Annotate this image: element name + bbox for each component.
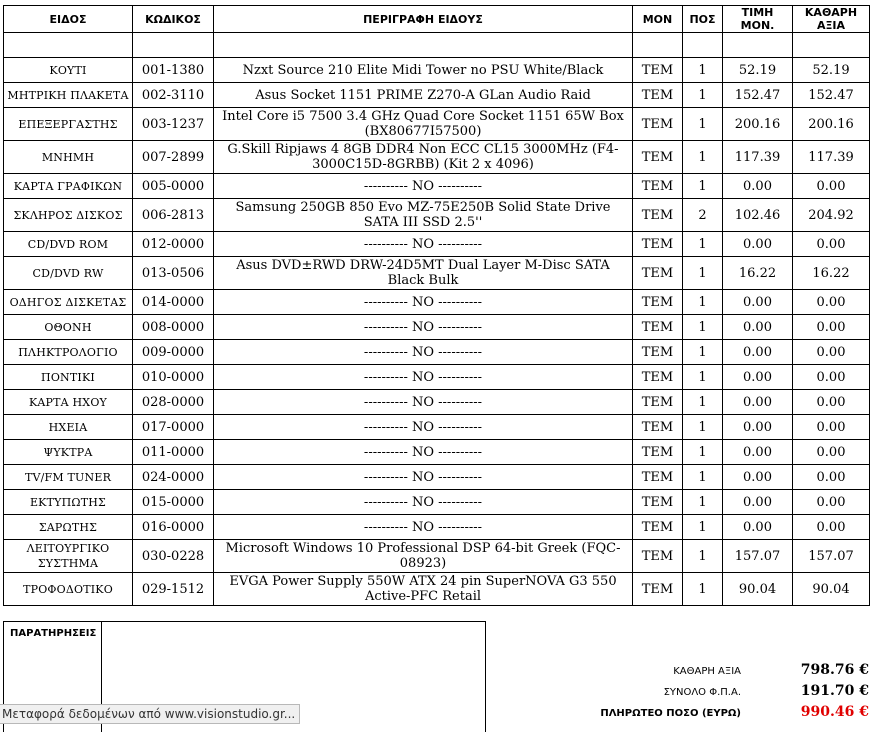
cell-unit: TEM — [633, 290, 683, 315]
table-row — [4, 83, 870, 108]
cell-description: ---------- NO ---------- — [214, 515, 633, 540]
table-row — [4, 290, 870, 315]
cell-unit-price: 0.00 — [723, 440, 793, 465]
cell-code: 029-1512 — [133, 573, 214, 606]
cell-qty: 1 — [683, 465, 723, 490]
cell-net-value: 0.00 — [793, 340, 870, 365]
cell-net-value: 0.00 — [793, 465, 870, 490]
cell-qty: 1 — [683, 365, 723, 390]
cell-qty: 1 — [683, 390, 723, 415]
table-row — [4, 390, 870, 415]
cell-code: 002-3110 — [133, 83, 214, 108]
cell-code: 016-0000 — [133, 515, 214, 540]
table-row — [4, 199, 870, 232]
cell-description: Intel Core i5 7500 3.4 GHz Quad Core Socket 1151 65W Box (BX80677I57500) — [214, 108, 633, 141]
cell-qty: 1 — [683, 540, 723, 573]
cell-category: ΕΠΕΞΕΡΓΑΣΤΗΣ — [4, 108, 133, 141]
cell-net-value: 0.00 — [793, 390, 870, 415]
table-row — [4, 540, 870, 573]
cell-code: 030-0228 — [133, 540, 214, 573]
cell-unit: TEM — [633, 340, 683, 365]
cell-unit: TEM — [633, 199, 683, 232]
cell-category: ΚΟΥΤΙ — [4, 58, 133, 83]
cell-category: ΜΗΤΡΙΚΗ ΠΛΑΚΕΤΑ — [4, 83, 133, 108]
cell-net-value: 0.00 — [793, 232, 870, 257]
table-row — [4, 257, 870, 290]
cell-description: ---------- NO ---------- — [214, 390, 633, 415]
cell-category: ΤΡΟΦΟΔΟΤΙΚΟ — [4, 573, 133, 606]
cell-qty: 2 — [683, 199, 723, 232]
cell-unit: TEM — [633, 365, 683, 390]
cell-description: ---------- NO ---------- — [214, 415, 633, 440]
table-row — [4, 440, 870, 465]
net-total-label: ΚΑΘΑΡΗ ΑΞΙΑ — [673, 666, 741, 677]
cell-net-value: 0.00 — [793, 315, 870, 340]
cell-code: 012-0000 — [133, 232, 214, 257]
payable-total-value: 990.46 € — [800, 704, 869, 720]
cell-unit-price: 0.00 — [723, 490, 793, 515]
cell-unit-price: 102.46 — [723, 199, 793, 232]
cell-category: ΚΑΡΤΑ ΓΡΑΦΙΚΩΝ — [4, 174, 133, 199]
cell-category: ΗΧΕΙΑ — [4, 415, 133, 440]
totals-panel — [489, 662, 869, 725]
cell-unit: TEM — [633, 257, 683, 290]
cell-code: 005-0000 — [133, 174, 214, 199]
cell-net-value: 90.04 — [793, 573, 870, 606]
cell-net-value: 0.00 — [793, 440, 870, 465]
cell-category: ΠΛΗΚΤΡΟΛΟΓΙΟ — [4, 340, 133, 365]
vat-total-label: ΣΥΝΟΛΟ Φ.Π.Α. — [663, 687, 741, 698]
cell-qty: 1 — [683, 340, 723, 365]
cell-code: 015-0000 — [133, 490, 214, 515]
table-row — [4, 415, 870, 440]
cell-unit-price: 0.00 — [723, 515, 793, 540]
cell-unit: TEM — [633, 390, 683, 415]
cell-qty: 1 — [683, 290, 723, 315]
cell-unit-price: 200.16 — [723, 108, 793, 141]
cell-net-value: 0.00 — [793, 515, 870, 540]
cell-net-value: 157.07 — [793, 540, 870, 573]
vat-total-value: 191.70 € — [800, 683, 869, 699]
header-code: ΚΩΔΙΚΟΣ — [133, 6, 214, 33]
status-bar: Μεταφορά δεδομένων από www.visionstudio.gr... — [0, 704, 300, 724]
cell-category: ΣΑΡΩΤΗΣ — [4, 515, 133, 540]
payable-total-row — [489, 704, 869, 725]
cell-category: ΚΑΡΤΑ ΗΧΟΥ — [4, 390, 133, 415]
cell-qty: 1 — [683, 58, 723, 83]
cell-unit-price: 0.00 — [723, 465, 793, 490]
cell-category: CD/DVD RW — [4, 257, 133, 290]
cell-qty: 1 — [683, 141, 723, 174]
cell-unit: TEM — [633, 174, 683, 199]
cell-description: Asus DVD±RWD DRW-24D5MT Dual Layer M-Disc SATA Black Bulk — [214, 257, 633, 290]
cell-description: Nzxt Source 210 Elite Midi Tower no PSU White/Black — [214, 58, 633, 83]
header-net-value: ΚΑΘΑΡΗ ΑΞΙΑ — [793, 6, 870, 33]
net-total-row — [489, 662, 869, 683]
table-row — [4, 108, 870, 141]
cell-net-value: 0.00 — [793, 490, 870, 515]
cell-unit-price: 0.00 — [723, 174, 793, 199]
cell-net-value: 0.00 — [793, 174, 870, 199]
cell-code: 008-0000 — [133, 315, 214, 340]
cell-category: ΜΝΗΜΗ — [4, 141, 133, 174]
cell-qty: 1 — [683, 83, 723, 108]
cell-unit: TEM — [633, 490, 683, 515]
cell-unit-price: 0.00 — [723, 365, 793, 390]
cell-unit-price: 90.04 — [723, 573, 793, 606]
cell-qty: 1 — [683, 515, 723, 540]
cell-net-value: 117.39 — [793, 141, 870, 174]
cell-category: TV/FM TUNER — [4, 465, 133, 490]
cell-unit-price: 0.00 — [723, 290, 793, 315]
cell-qty: 1 — [683, 490, 723, 515]
vat-total-row — [489, 683, 869, 704]
cell-unit-price: 0.00 — [723, 232, 793, 257]
cell-unit-price: 52.19 — [723, 58, 793, 83]
cell-qty: 1 — [683, 415, 723, 440]
header-category: ΕΙΔΟΣ — [4, 6, 133, 33]
table-header-row — [4, 6, 870, 33]
cell-unit: TEM — [633, 515, 683, 540]
table-row — [4, 58, 870, 83]
cell-net-value: 16.22 — [793, 257, 870, 290]
cell-code: 011-0000 — [133, 440, 214, 465]
cell-description: Samsung 250GB 850 Evo MZ-75E250B Solid State Drive SATA III SSD 2.5'' — [214, 199, 633, 232]
cell-code: 014-0000 — [133, 290, 214, 315]
cell-description: Microsoft Windows 10 Professional DSP 64-bit Greek (FQC-08923) — [214, 540, 633, 573]
cell-description: ---------- NO ---------- — [214, 315, 633, 340]
cell-code: 007-2899 — [133, 141, 214, 174]
cell-description: ---------- NO ---------- — [214, 174, 633, 199]
cell-category: ΠΟΝΤΙΚΙ — [4, 365, 133, 390]
header-unit-price: ΤΙΜΗ ΜΟΝ. — [723, 6, 793, 33]
cell-category: CD/DVD ROM — [4, 232, 133, 257]
empty-row — [4, 33, 870, 58]
cell-net-value: 204.92 — [793, 199, 870, 232]
cell-code: 009-0000 — [133, 340, 214, 365]
table-row — [4, 490, 870, 515]
cell-category: ΛΕΙΤΟΥΡΓΙΚΟ ΣΥΣΤΗΜΑ — [4, 540, 133, 573]
payable-total-label: ΠΛΗΡΩΤΕΟ ΠΟΣΟ (ΕΥΡΩ) — [600, 708, 741, 719]
cell-qty: 1 — [683, 573, 723, 606]
cell-code: 010-0000 — [133, 365, 214, 390]
cell-code: 013-0506 — [133, 257, 214, 290]
cell-description: ---------- NO ---------- — [214, 290, 633, 315]
cell-unit: TEM — [633, 58, 683, 83]
cell-unit: TEM — [633, 315, 683, 340]
cell-unit-price: 152.47 — [723, 83, 793, 108]
header-qty: ΠΟΣ — [683, 6, 723, 33]
cell-qty: 1 — [683, 232, 723, 257]
cell-qty: 1 — [683, 257, 723, 290]
cell-description: EVGA Power Supply 550W ATX 24 pin SuperNOVA G3 550 Active-PFC Retail — [214, 573, 633, 606]
cell-net-value: 0.00 — [793, 415, 870, 440]
cell-qty: 1 — [683, 108, 723, 141]
cell-unit-price: 0.00 — [723, 390, 793, 415]
cell-description: ---------- NO ---------- — [214, 340, 633, 365]
cell-qty: 1 — [683, 174, 723, 199]
table-row — [4, 232, 870, 257]
table-row — [4, 174, 870, 199]
cell-unit: TEM — [633, 573, 683, 606]
cell-category: ΨΥΚΤΡΑ — [4, 440, 133, 465]
cell-unit: TEM — [633, 141, 683, 174]
cell-unit-price: 0.00 — [723, 340, 793, 365]
cell-description: ---------- NO ---------- — [214, 365, 633, 390]
remarks-label: ΠΑΡΑΤΗΡΗΣΕΙΣ — [4, 622, 102, 732]
header-unit: ΜΟΝ — [633, 6, 683, 33]
cell-description: ---------- NO ---------- — [214, 232, 633, 257]
cell-category: ΟΔΗΓΟΣ ΔΙΣΚΕΤΑΣ — [4, 290, 133, 315]
cell-net-value: 152.47 — [793, 83, 870, 108]
cell-unit: TEM — [633, 540, 683, 573]
cell-net-value: 0.00 — [793, 290, 870, 315]
cell-unit: TEM — [633, 415, 683, 440]
cell-code: 024-0000 — [133, 465, 214, 490]
cell-description: ---------- NO ---------- — [214, 440, 633, 465]
items-table — [3, 5, 870, 606]
cell-unit: TEM — [633, 465, 683, 490]
cell-code: 028-0000 — [133, 390, 214, 415]
table-row — [4, 515, 870, 540]
net-total-value: 798.76 € — [800, 662, 869, 678]
cell-description: Asus Socket 1151 PRIME Z270-A GLan Audio Raid — [214, 83, 633, 108]
cell-net-value: 200.16 — [793, 108, 870, 141]
table-row — [4, 573, 870, 606]
cell-unit: TEM — [633, 440, 683, 465]
table-row — [4, 465, 870, 490]
cell-qty: 1 — [683, 315, 723, 340]
cell-unit-price: 16.22 — [723, 257, 793, 290]
cell-net-value: 0.00 — [793, 365, 870, 390]
table-row — [4, 315, 870, 340]
cell-code: 001-1380 — [133, 58, 214, 83]
cell-unit-price: 117.39 — [723, 141, 793, 174]
cell-code: 006-2813 — [133, 199, 214, 232]
header-description: ΠΕΡΙΓΡΑΦΗ ΕΙΔΟΥΣ — [214, 6, 633, 33]
cell-description: ---------- NO ---------- — [214, 465, 633, 490]
cell-qty: 1 — [683, 440, 723, 465]
cell-description: G.Skill Ripjaws 4 8GB DDR4 Non ECC CL15 3000MHz (F4-3000C15D-8GRBB) (Kit 2 x 4096) — [214, 141, 633, 174]
cell-unit-price: 157.07 — [723, 540, 793, 573]
cell-code: 017-0000 — [133, 415, 214, 440]
table-row — [4, 340, 870, 365]
table-row — [4, 141, 870, 174]
cell-unit: TEM — [633, 83, 683, 108]
cell-category: ΕΚΤΥΠΩΤΗΣ — [4, 490, 133, 515]
cell-category: ΟΘΟΝΗ — [4, 315, 133, 340]
cell-unit: TEM — [633, 108, 683, 141]
cell-unit-price: 0.00 — [723, 315, 793, 340]
cell-category: ΣΚΛΗΡΟΣ ΔΙΣΚΟΣ — [4, 199, 133, 232]
cell-net-value: 52.19 — [793, 58, 870, 83]
cell-unit-price: 0.00 — [723, 415, 793, 440]
cell-code: 003-1237 — [133, 108, 214, 141]
cell-description: ---------- NO ---------- — [214, 490, 633, 515]
table-row — [4, 365, 870, 390]
cell-unit: TEM — [633, 232, 683, 257]
